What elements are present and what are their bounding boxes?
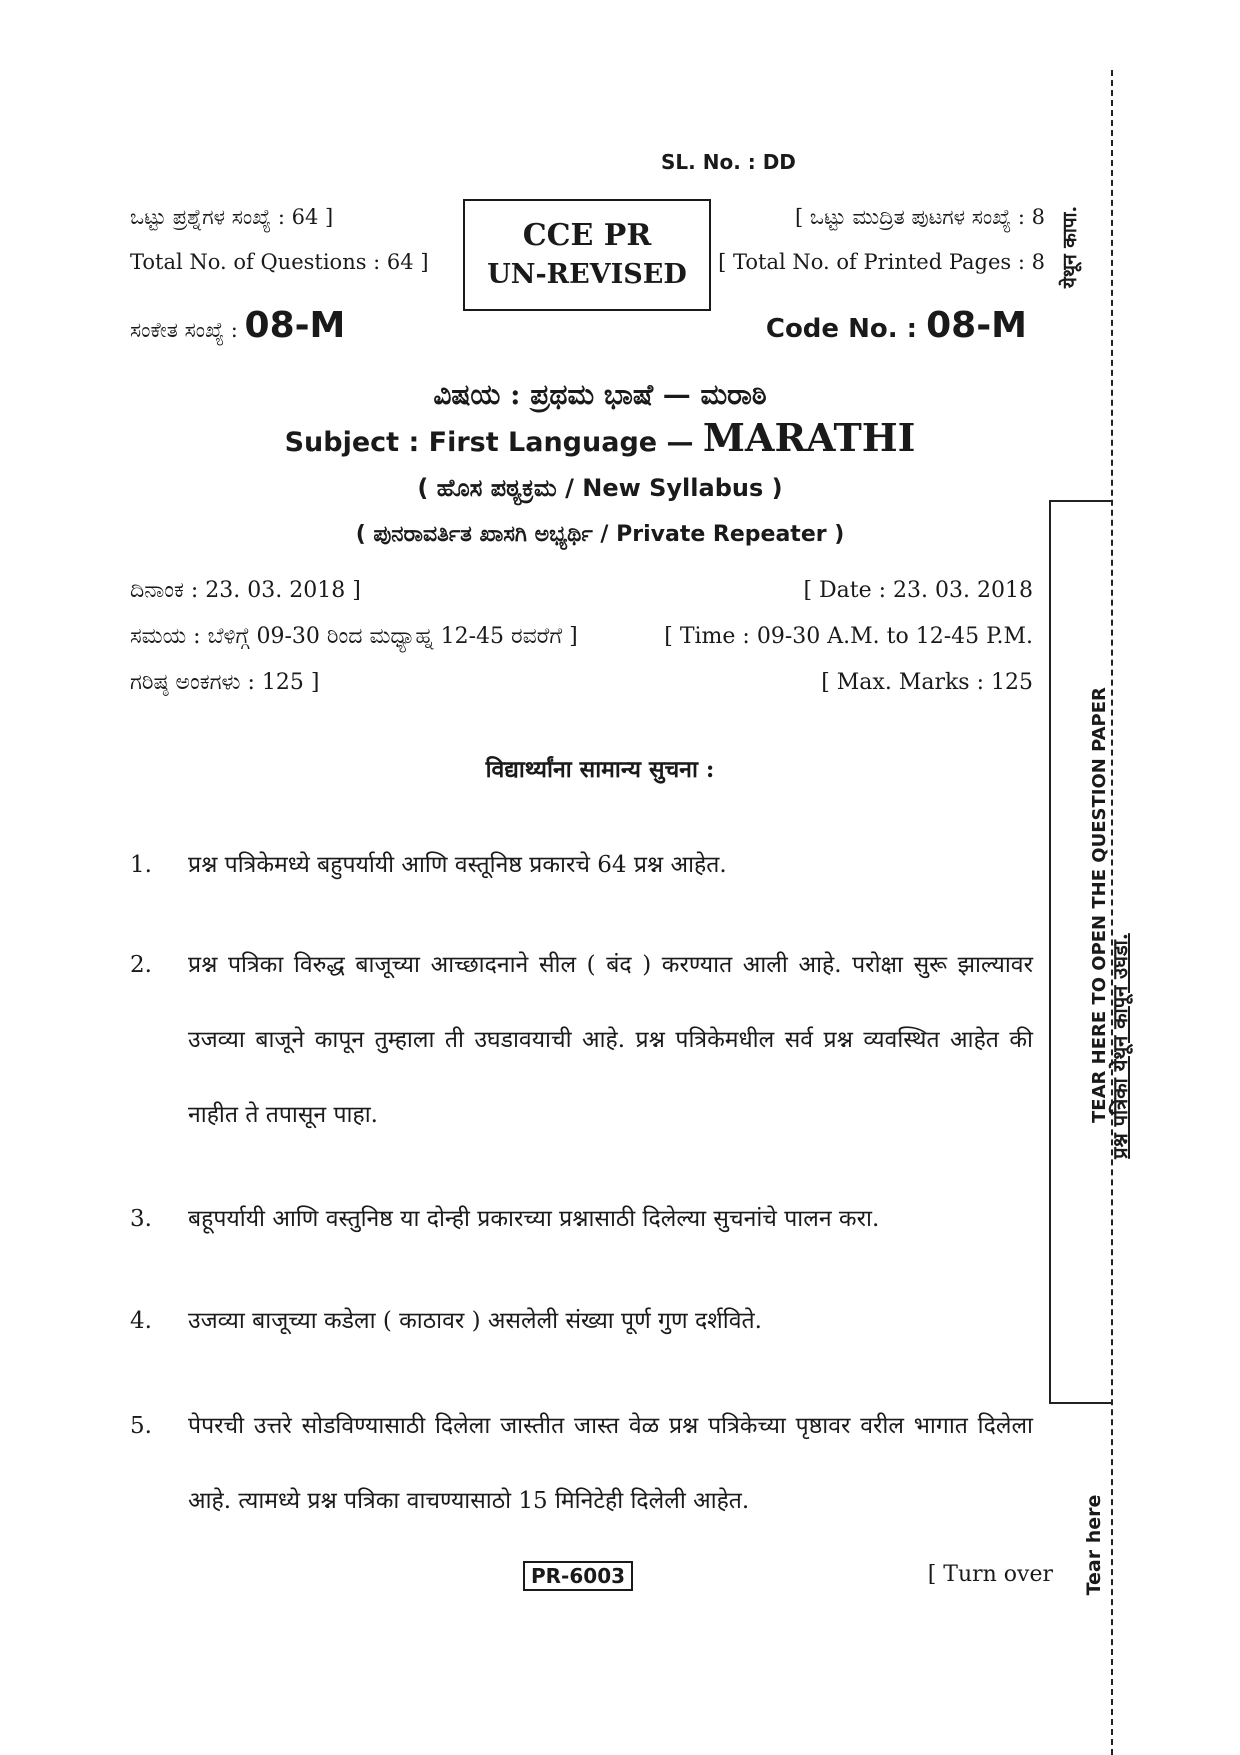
tear-instruction-marathi: प्रश्न पत्रिका येथून कापून उघडा. [1108, 933, 1132, 1159]
total-pages: [ Total No. of Printed Pages : 8 [718, 250, 1045, 274]
tear-here-label: Tear here [1083, 1494, 1105, 1596]
kannada-date: ದಿನಾಂಕ : 23. 03. 2018 ] [130, 578, 361, 603]
exam-type-line2: UN-REVISED [487, 259, 687, 290]
instruction-number: 5. [130, 1413, 152, 1439]
instruction-number: 4. [130, 1308, 152, 1334]
kannada-time: ಸಮಯ : ಬೆಳಿಗ್ಗೆ 09-30 ರಿಂದ ಮಧ್ಯಾಹ್ನ 12-45 ರವರೆಗೆ ] [130, 624, 578, 649]
instruction-text: बहूपर्यायी आणि वस्तुनिष्ठ या दोन्ही प्रकारच्या प्रश्नासाठी दिलेल्या सुचनांचे पालन करा. [188, 1206, 880, 1232]
subject-prefix: Subject : First Language — [284, 427, 694, 458]
instruction-item [130, 1389, 1033, 1539]
subject-name: MARATHI [702, 415, 916, 460]
paper-code: PR-6003 [523, 1561, 633, 1591]
instruction-item [130, 1182, 1033, 1257]
code-number [766, 305, 1027, 346]
subject-kannada: ವಿಷಯ : ಪ್ರಥಮ ಭಾಷೆ — ಮರಾಠಿ [433, 378, 767, 411]
instruction-text: प्रश्न पत्रिका विरुद्ध बाजूच्या आच्छादनाने सील ( बंद ) करण्यात आली आहे. परोक्षा सुरू झाल्यावर उजव्या बाजूने कापून तुम्हाला ती उघडावयाची आहे. प्रश्न पत्रिकेमधील सर्व प्रश्न व्यवस्थित आहेत की नाहीत ते तपासून पाहा. [188, 952, 1033, 1128]
exam-time: [ Time : 09-30 A.M. to 12-45 P.M. [664, 624, 1033, 649]
exam-date: [ Date : 23. 03. 2018 [803, 578, 1033, 603]
instruction-item [130, 1284, 1033, 1359]
instruction-number: 3. [130, 1206, 152, 1232]
kannada-total-pages: [ ಒಟ್ಟು ಮುದ್ರಿತ ಪುಟಗಳ ಸಂಖ್ಯೆ : 8 [794, 205, 1045, 229]
kannada-code-value: 08-M [244, 305, 346, 346]
max-marks: [ Max. Marks : 125 [821, 670, 1033, 695]
instruction-item [130, 928, 1033, 1153]
kannada-max-marks: ಗರಿಷ್ಠ ಅಂಕಗಳು : 125 ] [130, 670, 320, 695]
instruction-text: पेपरची उत्तरे सोडविण्यासाठी दिलेला जास्तीत जास्त वेळ प्रश्न पत्रिकेच्या पृष्ठावर वरील भागात दिलेला आहे. त्यामध्ये प्रश्न पत्रिका वाचण्यासाठो 15 मिनिटेही दिलेली आहेत. [188, 1413, 1033, 1514]
kannada-code-number [130, 305, 345, 346]
total-questions: Total No. of Questions : 64 ] [130, 250, 429, 274]
tear-instruction-english: TEAR HERE TO OPEN THE QUESTION PAPER [1089, 687, 1110, 1123]
cut-here-marathi: येथून कापा. [1059, 205, 1081, 289]
kannada-total-questions: ಒಟ್ಟು ಪ್ರಶ್ನೆಗಳ ಸಂಖ್ಯೆ : 64 ] [130, 205, 334, 229]
instruction-text: प्रश्न पत्रिकेमध्ये बहुपर्यायी आणि वस्तूनिष्ठ प्रकारचे 64 प्रश्न आहेत. [188, 852, 727, 878]
exam-type-line1: CCE PR [522, 218, 652, 253]
candidate-type-label: ( ಪುನರಾವರ್ತಿತ ಖಾಸಗಿ ಅಭ್ಯರ್ಥಿ / Private Repeater ) [355, 522, 845, 547]
serial-number: SL. No. : DD [661, 150, 796, 174]
instruction-text: उजव्या बाजूच्या कडेला ( काठावर ) असलेली संख्या पूर्ण गुण दर्शविते. [188, 1308, 762, 1334]
subject-english [250, 415, 950, 460]
exam-type-box [463, 199, 711, 311]
instructions-title: विद्यार्थ्यांना सामान्य सुचना : [485, 756, 715, 783]
instruction-number: 1. [130, 852, 152, 878]
syllabus-label: ( ಹೊಸ ಪಠ್ಯಕ್ರಮ / New Syllabus ) [417, 474, 783, 502]
code-label: Code No. : [765, 314, 918, 344]
instruction-item [130, 828, 1033, 903]
turn-over-note: [ Turn over [927, 1562, 1053, 1587]
instruction-number: 2. [130, 952, 152, 978]
kannada-code-label: ಸಂಕೇತ ಸಂಖ್ಯೆ : [130, 318, 238, 342]
code-value: 08-M [926, 305, 1027, 346]
